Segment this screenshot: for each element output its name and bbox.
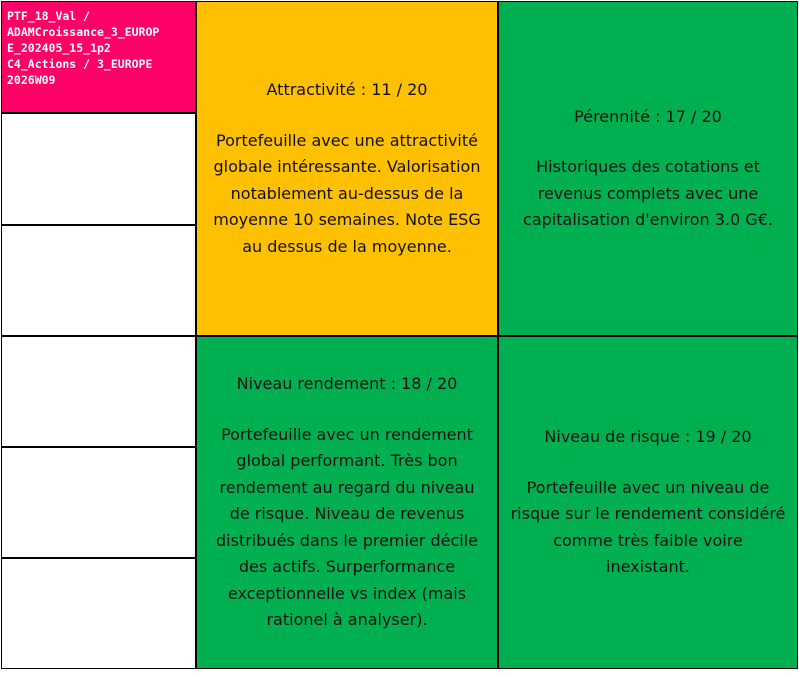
portfolio-id-line-5: 2026W09 [7, 73, 56, 87]
portfolio-id-line-2: ADAMCroissance_3_EUROP [7, 25, 160, 39]
risque-title: Niveau de risque : 19 / 20 [544, 427, 752, 447]
portfolio-id-line-4: C4_Actions / 3_EUROPE [7, 57, 153, 71]
perennite-panel [498, 1, 798, 336]
blank-cell-5 [1, 558, 196, 669]
portfolio-id-cell [1, 1, 196, 113]
rendement-description: Portefeuille avec un rendement global performant. Très bon rendement au regard du niveau de risque. Niveau de revenus distribués dans le premier décile des actifs. Surperformance exceptionnelle vs index (mais rationel à analyser). [216, 424, 478, 630]
perennite-title: Pérennité : 17 / 20 [574, 106, 722, 126]
attractivite-panel [196, 1, 498, 336]
rendement-panel [196, 336, 498, 669]
blank-cell-4 [1, 447, 196, 558]
blank-cell-3 [1, 336, 196, 447]
portfolio-id-line-3: E_202405_15_1p2 [7, 41, 111, 55]
perennite-description: Historiques des cotations et revenus complets avec une capitalisation d'environ 3.0 G€. [523, 157, 773, 229]
blank-cell-1 [1, 113, 196, 225]
rendement-title: Niveau rendement : 18 / 20 [236, 374, 458, 394]
portfolio-id-line-1: PTF_18_Val / [7, 9, 91, 23]
attractivite-description: Portefeuille avec une attractivité globale intéressante. Valorisation notablement au-dessus de la moyenne 10 semaines. Note ESG au dessus de la moyenne. [213, 130, 481, 256]
attractivite-title: Attractivité : 11 / 20 [266, 80, 428, 99]
risque-description: Portefeuille avec un niveau de risque sur le rendement considéré comme très faible voire inexistant. [510, 477, 786, 577]
risque-panel [498, 336, 798, 669]
blank-cell-2 [1, 225, 196, 336]
